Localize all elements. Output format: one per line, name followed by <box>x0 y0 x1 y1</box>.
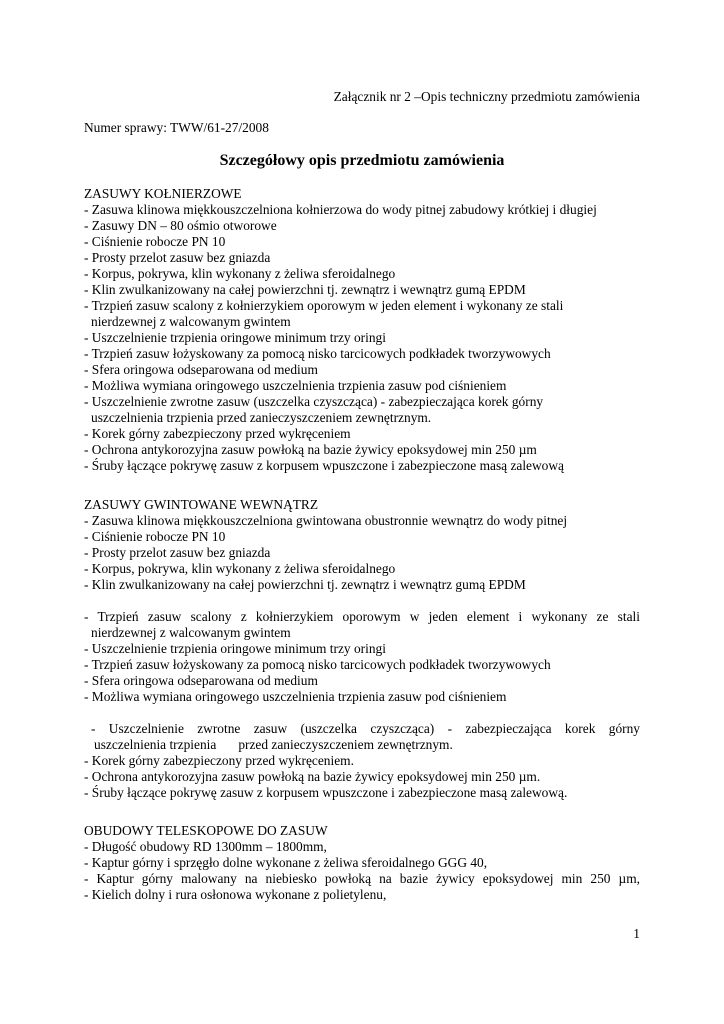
list-item: - Ciśnienie robocze PN 10 <box>84 234 226 249</box>
list-item: - Zasuwy DN – 80 ośmio otworowe <box>84 218 277 233</box>
list-item: - Ochrona antykorozyjna zasuw powłoką na bazie żywicy epoksydowej min 250 µm <box>84 442 537 457</box>
list-item: - Kaptur górny malowany na niebiesko powłoką na bazie żywicy epoksydowej min 250 µm, <box>84 871 640 886</box>
list-item: - Kielich dolny i rura osłonowa wykonane z polietylenu, <box>84 887 387 902</box>
list-item: - Korpus, pokrywa, klin wykonany z żeliwa sferoidalnego <box>84 561 396 576</box>
list-item: - Uszczelnienie zwrotne zasuw (uszczelka czyszcząca) - zabezpieczająca korek górny <box>91 721 640 736</box>
list-item: - Zasuwa klinowa miękkouszczelniona kołnierzowa do wody pitnej zabudowy krótkiej i długiej <box>84 202 597 217</box>
list-item: - Śruby łączące pokrywę zasuw z korpusem wpuszczone i zabezpieczone masą zalewową. <box>84 785 568 800</box>
list-item: - Uszczelnienie zwrotne zasuw (uszczelka czyszcząca) - zabezpieczająca korek górny <box>84 394 544 409</box>
list-item: - Sfera oringowa odseparowana od medium <box>84 362 318 377</box>
list-item-continuation: nierdzewnej z walcowanym gwintem <box>91 314 291 329</box>
continuation-part: przed zanieczyszczeniem zewnętrznym. <box>238 737 453 752</box>
list-item: - Ciśnienie robocze PN 10 <box>84 529 226 544</box>
list-item: - Prosty przelot zasuw bez gniazda <box>84 250 271 265</box>
case-number: Numer sprawy: TWW/61-27/2008 <box>84 120 269 135</box>
section-heading: ZASUWY GWINTOWANE WEWNĄTRZ <box>84 497 319 512</box>
list-item: - Ochrona antykorozyjna zasuw powłoką na bazie żywicy epoksydowej min 250 µm. <box>84 769 541 784</box>
list-item: - Korek górny zabezpieczony przed wykręceniem. <box>84 753 354 768</box>
list-item: - Uszczelnienie trzpienia oringowe minimum trzy oringi <box>84 330 386 345</box>
list-item: - Sfera oringowa odseparowana od medium <box>84 673 318 688</box>
list-item: - Klin zwulkanizowany na całej powierzchni tj. zewnątrz i wewnątrz gumą EPDM <box>84 282 526 297</box>
section-threaded-gate-valves <box>84 497 640 801</box>
list-item: - Trzpień zasuw scalony z kołnierzykiem oporowym w jeden element i wykonany ze stali <box>84 298 564 313</box>
list-item: - Zasuwa klinowa miękkouszczelniona gwintowana obustronnie wewnątrz do wody pitnej <box>84 513 568 528</box>
list-item: - Trzpień zasuw łożyskowany za pomocą nisko tarcicowych podkładek tworzywowych <box>84 657 551 672</box>
list-item: - Korek górny zabezpieczony przed wykręceniem <box>84 426 351 441</box>
page-title: Szczegółowy opis przedmiotu zamówienia <box>219 152 505 169</box>
section-flanged-gate-valves <box>84 186 640 474</box>
list-item: - Uszczelnienie trzpienia oringowe minimum trzy oringi <box>84 641 386 656</box>
section-heading: OBUDOWY TELESKOPOWE DO ZASUW <box>84 823 328 838</box>
list-item: - Możliwa wymiana oringowego uszczelnienia trzpienia zasuw pod ciśnieniem <box>84 378 507 393</box>
section-heading: ZASUWY KOŁNIERZOWE <box>84 186 242 201</box>
continuation-part: uszczelnienia trzpienia <box>94 737 217 752</box>
section-telescopic-housings <box>84 823 640 903</box>
list-item: - Możliwa wymiana oringowego uszczelnienia trzpienia zasuw pod ciśnieniem <box>84 689 507 704</box>
list-item: - Trzpień zasuw scalony z kołnierzykiem oporowym w jeden element i wykonany ze stali <box>84 609 640 624</box>
page-number: 1 <box>633 926 640 941</box>
list-item: - Śruby łączące pokrywę zasuw z korpusem wpuszczone i zabezpieczone masą zalewową <box>84 458 564 473</box>
list-item: - Korpus, pokrywa, klin wykonany z żeliwa sferoidalnego <box>84 266 396 281</box>
attachment-label: Załącznik nr 2 –Opis techniczny przedmiotu zamówienia <box>333 89 640 104</box>
list-item: - Długość obudowy RD 1300mm – 1800mm, <box>84 839 327 854</box>
list-item: - Klin zwulkanizowany na całej powierzchni tj. zewnątrz i wewnątrz gumą EPDM <box>84 577 526 592</box>
list-item-continuation <box>84 737 640 753</box>
list-item-continuation: uszczelnienia trzpienia przed zanieczyszczeniem zewnętrznym. <box>91 410 432 425</box>
list-item-continuation: nierdzewnej z walcowanym gwintem <box>91 625 291 640</box>
list-item: - Kaptur górny i sprzęgło dolne wykonane z żeliwa sferoidalnego GGG 40, <box>84 855 488 870</box>
list-item: - Trzpień zasuw łożyskowany za pomocą nisko tarcicowych podkładek tworzywowych <box>84 346 551 361</box>
list-item: - Prosty przelot zasuw bez gniazda <box>84 545 271 560</box>
